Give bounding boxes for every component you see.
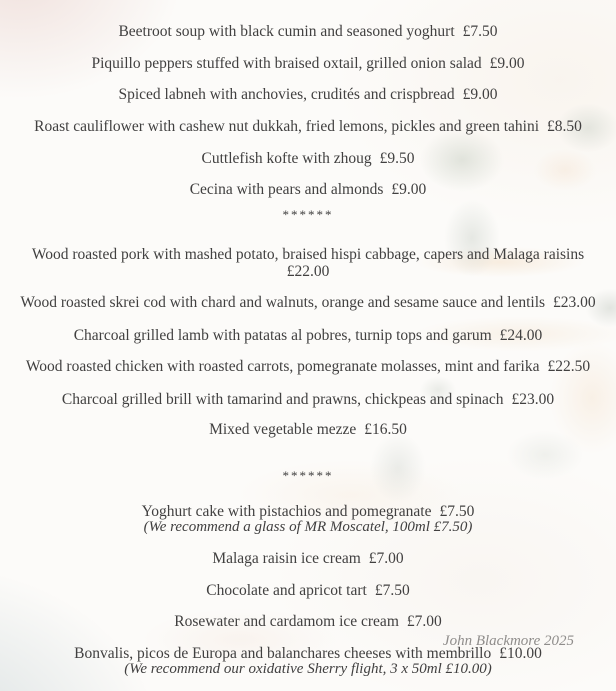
menu-item-charcoal-brill: [0, 390, 616, 410]
menu-item-malaga-ice-cream: [0, 549, 616, 569]
item-name: Spiced labneh with anchovies, crudités and crispbread: [118, 86, 455, 103]
item-price: £22.50: [547, 358, 591, 375]
section-divider: ******: [282, 207, 334, 222]
menu-item-piquillo-peppers: [0, 54, 616, 74]
wine-recommendation-note: (We recommend a glass of MR Moscatel, 100ml £7.50): [143, 519, 473, 535]
item-price: £9.00: [489, 55, 525, 72]
item-price: £9.00: [462, 86, 498, 103]
item-price: £10.00: [499, 645, 542, 662]
item-price: £23.00: [511, 391, 555, 408]
item-name: Roast cauliflower with cashew nut dukkah, fried lemons, pickles and green tahini: [34, 118, 540, 135]
item-price: £7.50: [374, 582, 410, 599]
item-name: Piquillo peppers stuffed with braised oxtail, grilled onion salad: [91, 55, 482, 72]
author-signature: John Blackmore 2025: [442, 633, 574, 649]
menu-item-skrei-cod: [0, 293, 616, 313]
item-price: £8.50: [547, 118, 582, 135]
item-price: £7.50: [439, 503, 475, 520]
item-name: Charcoal grilled brill with tamarind and prawns, chickpeas and spinach: [61, 391, 504, 408]
item-name: Wood roasted chicken with roasted carrots, pomegranate molasses, mint and farika: [25, 358, 540, 375]
item-price: £7.00: [406, 613, 442, 630]
menu-item-rosewater-ice-cream: [0, 612, 616, 632]
section-divider: ******: [282, 468, 334, 483]
item-name: Cuttlefish kofte with zhoug: [201, 150, 372, 167]
menu-item-wood-roasted-pork-price: [0, 262, 616, 282]
menu-item-charcoal-lamb: [0, 326, 616, 346]
item-name: Charcoal grilled lamb with patatas al pobres, turnip tops and garum: [73, 327, 492, 344]
item-name: Cecina with pears and almonds: [189, 181, 384, 198]
item-price: £23.00: [553, 294, 596, 311]
menu-item-roast-cauliflower: [0, 117, 616, 137]
item-name: Beetroot soup with black cumin and seasoned yoghurt: [118, 23, 455, 40]
item-name: Bonvalis, picos de Europa and balanchares cheeses with membrillo: [74, 645, 492, 662]
item-name: Wood roasted skrei cod with chard and walnuts, orange and sesame sauce and lentils: [20, 294, 546, 311]
item-name: Wood roasted pork with mashed potato, braised hispi cabbage, capers and Malaga raisins: [31, 246, 585, 263]
item-price: £7.50: [462, 23, 498, 40]
item-price: £16.50: [364, 421, 407, 438]
item-price: £22.00: [286, 263, 330, 280]
menu-item-vegetable-mezze: [0, 420, 616, 440]
menu-item-spiced-labneh: [0, 85, 616, 105]
item-price: £9.00: [391, 181, 427, 198]
menu-item-chocolate-apricot-tart: [0, 581, 616, 601]
menu-item-cecina: [0, 180, 616, 200]
item-name: Chocolate and apricot tart: [206, 582, 367, 599]
sherry-recommendation-note: (We recommend our oxidative Sherry flight, 3 x 50ml £10.00): [124, 661, 492, 677]
menu-item-cuttlefish-kofte: [0, 149, 616, 169]
item-name: Rosewater and cardamom ice cream: [174, 613, 399, 630]
item-name: Mixed vegetable mezze: [209, 421, 357, 438]
item-price: £9.50: [379, 150, 415, 167]
menu-item-wood-roasted-chicken: [0, 357, 616, 377]
item-name: Yoghurt cake with pistachios and pomegranate: [141, 503, 432, 520]
menu-item-beetroot-soup: [0, 22, 616, 42]
item-name: Malaga raisin ice cream: [212, 550, 361, 567]
item-price: £7.00: [368, 550, 404, 567]
item-price: £24.00: [499, 327, 543, 344]
